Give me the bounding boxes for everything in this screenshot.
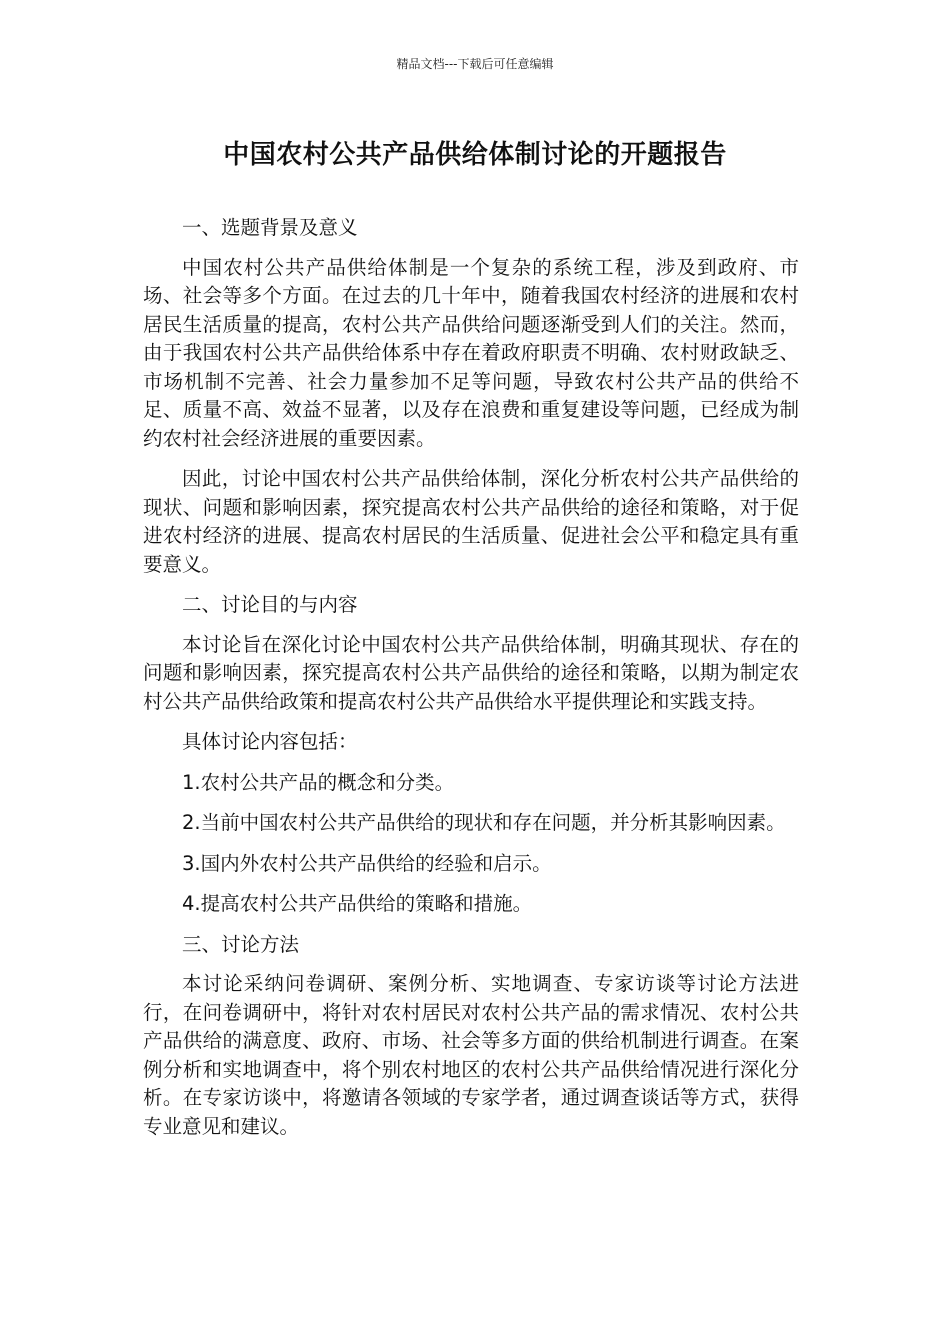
list-item-2: 2.当前中国农村公共产品供给的现状和存在问题，并分析其影响因素。	[182, 811, 786, 834]
list-item-4: 4.提高农村公共产品供给的策略和措施。	[182, 892, 533, 915]
document-body	[143, 214, 799, 1153]
section-heading-methods: 三、讨论方法	[182, 932, 300, 956]
paragraph-purpose: 本讨论旨在深化讨论中国农村公共产品供给体制，明确其现状、存在的问题和影响因素，探究提高农村公共产品供给的途径和策略，以期为制定农村公共产品供给政策和提高农村公共产品供给水平提供理论和实践支持。	[143, 632, 799, 713]
paragraph-background-1: 中国农村公共产品供给体制是一个复杂的系统工程，涉及到政府、市场、社会等多个方面。在过去的几十年中，随着我国农村经济的进展和农村居民生活质量的提高，农村公共产品供给问题逐渐受到人们的关注。然而，由于我国农村公共产品供给体系中存在着政府职责不明确、农村财政缺乏、市场机制不完善、社会力量参加不足等问题，导致农村公共产品的供给不足、质量不高、效益不显著，以及存在浪费和重复建设等问题，已经成为制约农村社会经济进展的重要因素。	[143, 255, 799, 450]
section-heading-background: 一、选题背景及意义	[182, 216, 358, 239]
paragraph-methods: 本讨论采纳问卷调研、案例分析、实地调查、专家访谈等讨论方法进行，在问卷调研中，将针对农村居民对农村公共产品的需求情况、农村公共产品供给的满意度、政府、市场、社会等多方面的供给机制进行调查。在案例分析和实地调查中，将个别农村地区的农村公共产品供给情况进行深化分析。在专家访谈中，将邀请各领域的专家学者，通过调查谈话等方式，获得专业意见和建议。	[143, 972, 799, 1138]
paragraph-content-intro: 具体讨论内容包括：	[182, 730, 358, 753]
section-heading-purpose: 二、讨论目的与内容	[182, 593, 358, 616]
list-item-1: 1.农村公共产品的概念和分类。	[182, 770, 455, 794]
list-item-3: 3.国内外农村公共产品供给的经验和启示。	[182, 851, 552, 875]
document-title: 中国农村公共产品供给体制讨论的开题报告	[223, 140, 727, 170]
page-header-note: 精品文档---下载后可任意编辑	[396, 57, 554, 71]
paragraph-background-2: 因此，讨论中国农村公共产品供给体制，深化分析农村公共产品供给的现状、问题和影响因素，探究提高农村公共产品供给的途径和策略，对于促进农村经济的进展、提高农村居民的生活质量、促进社会公平和稳定具有重要意义。	[143, 467, 799, 576]
